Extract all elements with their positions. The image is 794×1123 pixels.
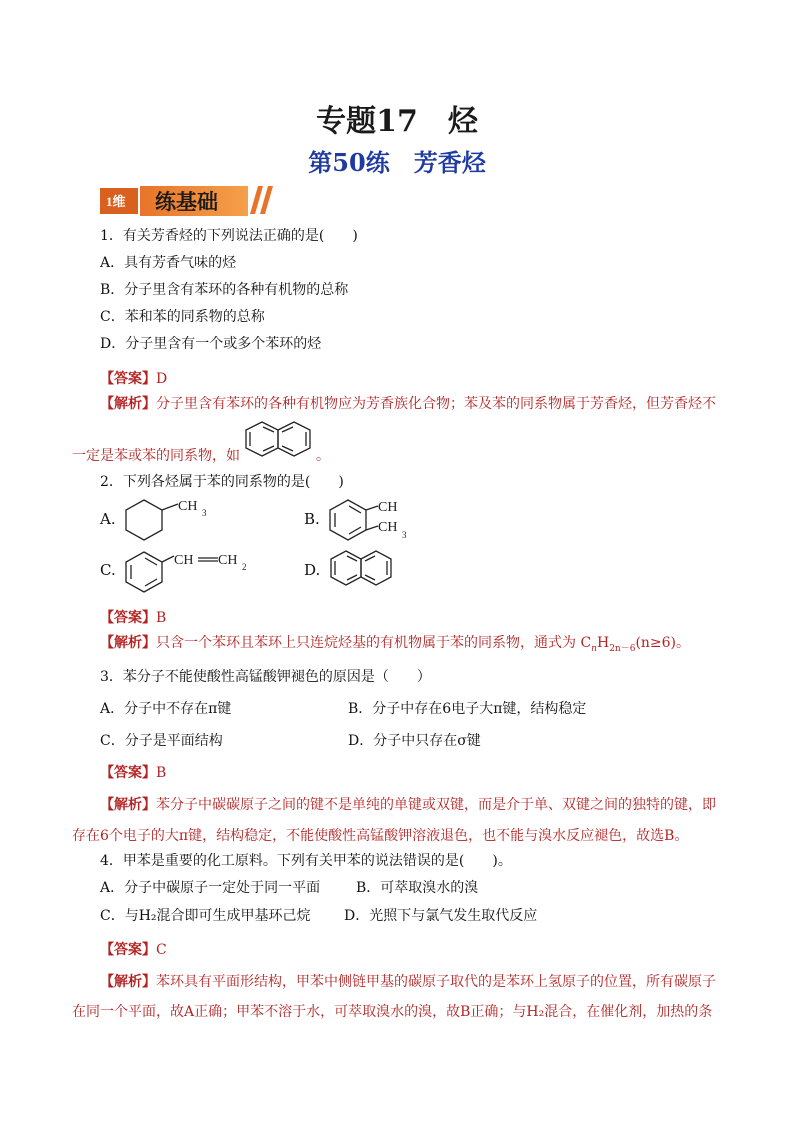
banner-label: 练基础 [155, 190, 218, 214]
q2-analysis-tag: 【解析】 [100, 635, 156, 651]
q2-label-b: B. [304, 510, 320, 528]
svg-text:3: 3 [202, 508, 207, 518]
banner-level: 1维 [106, 194, 126, 209]
q1-answer-tag: 【答案】 [100, 371, 156, 387]
q1-answer [100, 368, 167, 388]
q3-option-a: A．分子中不存在π键 [100, 701, 232, 717]
q4-answer [100, 939, 167, 959]
q2-stem: 2．下列各烃属于苯的同系物的是( ) [100, 474, 344, 490]
xylene-structure [326, 494, 422, 556]
q3-answer [100, 762, 166, 782]
q4-option-b: B．可萃取溴水的溴 [356, 880, 479, 896]
q1-answer-value: D [156, 371, 168, 387]
page-title: 专题17 烃 [316, 104, 478, 139]
svg-text:CH: CH [218, 553, 238, 568]
q4-analysis-line1: 【解析】苯环具有平面形结构，甲苯中侧链甲基的碳原子取代的是苯环上氢原子的位置，所有碳原子 [100, 974, 716, 990]
q2-label-d: D. [304, 561, 321, 579]
q4-option-d: D．光照下与氯气发生取代反应 [344, 908, 538, 924]
q1-analysis-tag: 【解析】 [100, 396, 156, 412]
q2-answer-value: B [156, 610, 167, 626]
q4-stem: 4．甲苯是重要的化工原料。下列有关甲苯的说法错误的是( )。 [100, 853, 512, 869]
styrene-structure [122, 544, 252, 598]
svg-text:2: 2 [242, 562, 247, 572]
q1-analysis-line1: 【解析】分子里含有苯环的各种有机物应为芳香族化合物；苯及苯的同系物属于芳香烃，但芳香烃不 [100, 396, 716, 412]
banner-stripe-2 [260, 186, 273, 214]
naphthalene-option-structure [330, 548, 396, 594]
q4-answer-tag: 【答案】 [100, 942, 156, 958]
q4-analysis-line2: 在同一个平面，故A正确；甲苯不溶于水，可萃取溴水的溴，故B正确；与H₂混合，在催化剂，加热的条 [72, 1004, 713, 1020]
banner-stripe-1 [250, 186, 263, 214]
section-banner [100, 184, 280, 216]
q4-answer-value: C [156, 942, 167, 958]
q3-analysis-tag: 【解析】 [100, 797, 156, 813]
q1-option-d: D．分子里含有一个或多个苯环的烃 [100, 336, 322, 352]
q1-analysis-line2: 一定是苯或苯的同系物，如 [72, 448, 240, 464]
q3-option-c: C．分子是平面结构 [100, 733, 223, 749]
q3-analysis-line1: 【解析】苯分子中碳碳原子之间的键不是单纯的单键或双键，而是介于单、双键之间的独特的键，即 [100, 797, 716, 813]
q2-label-a: A. [100, 510, 116, 528]
q4-option-c: C．与H₂混合即可生成甲基环己烷 [100, 908, 311, 924]
q2-analysis: 【解析】只含一个苯环且苯环上只连烷烃基的有机物属于苯的同系物，通式为 $C_nH_{2n-6}(n\ge 6)$。 [100, 635, 691, 654]
q4-analysis-tag: 【解析】 [100, 974, 156, 990]
q2-answer-tag: 【答案】 [100, 610, 156, 626]
q1-stem: 1．有关芳香烃的下列说法正确的是( ) [100, 228, 358, 244]
q2-answer [100, 607, 166, 627]
q3-answer-value: B [156, 765, 167, 781]
svg-text:CH: CH [178, 499, 198, 514]
q1-option-b: B．分子里含有苯环的各种有机物的总称 [100, 282, 349, 298]
naphthalene-structure [244, 418, 316, 466]
svg-text:3: 3 [402, 530, 407, 540]
q3-option-d: D．分子中只存在σ键 [348, 733, 481, 749]
svg-text:CH: CH [378, 500, 398, 515]
q4-option-a: A．分子中碳原子一定处于同一平面 [100, 880, 321, 896]
q3-analysis-line2: 存在6个电子的大π键，结构稳定，不能使酸性高锰酸钾溶液退色，也不能与溴水反应褪色，故选B。 [72, 828, 689, 844]
q3-answer-tag: 【答案】 [100, 765, 156, 781]
page-subtitle: 第50练 芳香烃 [308, 148, 486, 177]
q2-label-c: C. [100, 561, 116, 579]
methylcyclohexane-structure [122, 492, 222, 552]
q3-option-b: B．分子中存在6电子大π键，结构稳定 [348, 701, 587, 717]
svg-text:CH: CH [174, 553, 194, 568]
q3-stem: 3．苯分子不能使酸性高锰酸钾褪色的原因是（ ） [100, 669, 431, 685]
q1-option-a: A．具有芳香气味的烃 [100, 255, 237, 271]
svg-text:CH: CH [378, 520, 398, 535]
q1-analysis-end: 。 [316, 448, 330, 464]
q1-option-c: C．苯和苯的同系物的总称 [100, 309, 265, 325]
